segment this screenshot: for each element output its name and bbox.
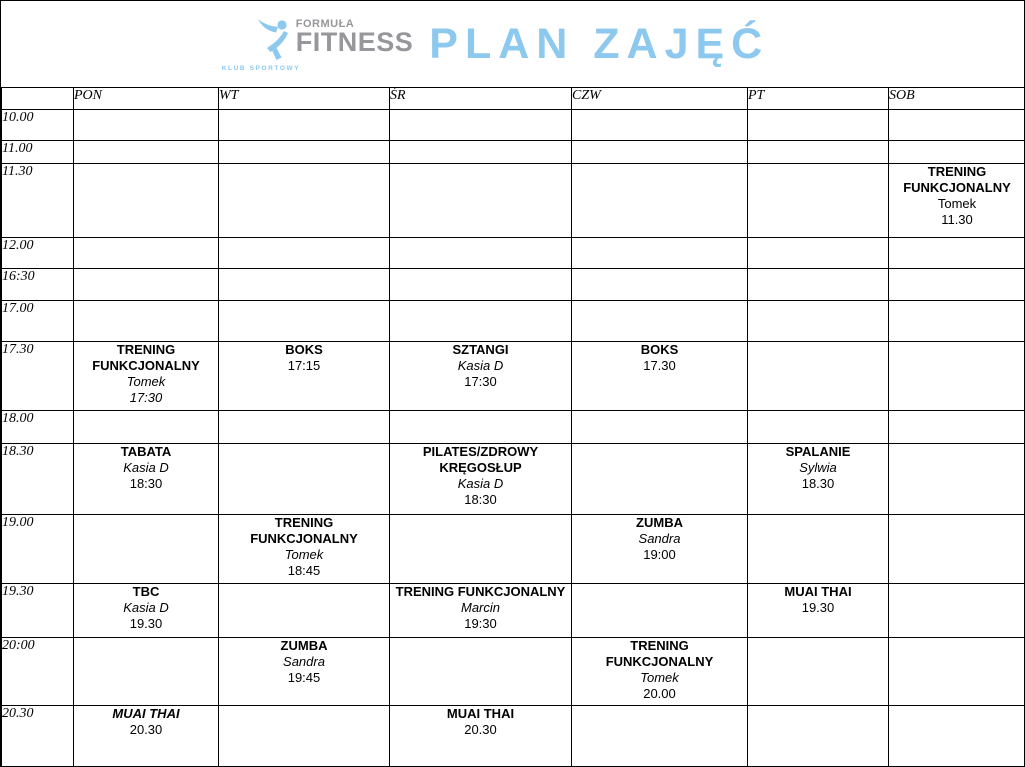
class-trainer: Kasia D	[457, 358, 504, 373]
schedule-row	[2, 164, 1025, 238]
empty-cell	[390, 411, 572, 444]
empty-cell	[748, 342, 889, 411]
class-trainer: Sandra	[638, 531, 681, 546]
corner-cell	[2, 88, 74, 110]
empty-cell	[889, 269, 1025, 301]
empty-cell	[748, 515, 889, 584]
time-label: 11.30	[2, 164, 74, 238]
empty-cell	[74, 238, 219, 269]
schedule-row	[2, 411, 1025, 444]
class-trainer: Tomek	[126, 374, 166, 389]
time-label: 20.30	[2, 706, 74, 767]
schedule-row	[2, 638, 1025, 706]
schedule-table	[1, 87, 1025, 767]
class-cell	[572, 342, 748, 411]
empty-cell	[390, 301, 572, 342]
empty-cell	[390, 141, 572, 164]
empty-cell	[572, 444, 748, 515]
empty-cell	[572, 164, 748, 238]
empty-cell	[390, 164, 572, 238]
empty-cell	[572, 706, 748, 767]
empty-cell	[889, 515, 1025, 584]
empty-cell	[390, 638, 572, 706]
class-time: 11.30	[941, 212, 973, 227]
class-title: TRENING FUNKCJONALNY	[250, 515, 358, 546]
class-title: ZUMBA	[636, 515, 683, 530]
class-cell	[74, 584, 219, 638]
class-trainer: Kasia D	[123, 600, 169, 615]
class-cell	[74, 706, 219, 767]
day-header-row	[2, 88, 1025, 110]
empty-cell	[748, 706, 889, 767]
class-cell	[390, 342, 572, 411]
class-cell	[748, 584, 889, 638]
class-time: 20.00	[643, 686, 676, 701]
empty-cell	[74, 269, 219, 301]
class-trainer: Tomek	[937, 196, 977, 211]
class-cell	[74, 444, 219, 515]
time-label: 18.00	[2, 411, 74, 444]
empty-cell	[889, 141, 1025, 164]
brand-name-main: FITNESS	[295, 26, 414, 57]
empty-cell	[889, 584, 1025, 638]
empty-cell	[572, 238, 748, 269]
class-cell	[748, 444, 889, 515]
day-header-czw: CZW	[572, 88, 748, 110]
schedule-row	[2, 238, 1025, 269]
time-label: 10.00	[2, 110, 74, 141]
empty-cell	[390, 269, 572, 301]
empty-cell	[74, 141, 219, 164]
class-title: BOKS	[285, 342, 323, 357]
page-title: PLAN ZAJĘĆ	[429, 19, 770, 68]
empty-cell	[572, 301, 748, 342]
day-header-wt: WT	[219, 88, 390, 110]
empty-cell	[889, 638, 1025, 706]
empty-cell	[390, 110, 572, 141]
class-time: 18:45	[287, 563, 321, 578]
empty-cell	[748, 301, 889, 342]
empty-cell	[889, 342, 1025, 411]
empty-cell	[219, 141, 390, 164]
time-label: 12.00	[2, 238, 74, 269]
empty-cell	[219, 269, 390, 301]
day-header-pon: PON	[74, 88, 219, 110]
class-time: 20.30	[464, 722, 497, 737]
empty-cell	[748, 411, 889, 444]
schedule-row	[2, 444, 1025, 515]
empty-cell	[219, 706, 390, 767]
class-time: 17.30	[643, 358, 676, 373]
time-label: 17.00	[2, 301, 74, 342]
time-label: 17.30	[2, 342, 74, 411]
time-label: 19.30	[2, 584, 74, 638]
class-title: SZTANGI	[452, 342, 509, 357]
time-label: 18.30	[2, 444, 74, 515]
empty-cell	[748, 110, 889, 141]
class-time: 19:00	[643, 547, 676, 562]
empty-cell	[74, 164, 219, 238]
schedule-row	[2, 110, 1025, 141]
schedule-row	[2, 269, 1025, 301]
time-label: 16:30	[2, 269, 74, 301]
class-time: 18.30	[801, 476, 835, 491]
empty-cell	[889, 110, 1025, 141]
schedule-row	[2, 706, 1025, 767]
class-trainer: Kasia D	[123, 460, 169, 475]
class-title: TRENING FUNKCJONALNY	[903, 164, 1011, 195]
empty-cell	[889, 238, 1025, 269]
empty-cell	[748, 238, 889, 269]
day-header-sob: SOB	[889, 88, 1025, 110]
day-header-pt: PT	[748, 88, 889, 110]
empty-cell	[74, 301, 219, 342]
empty-cell	[572, 141, 748, 164]
empty-cell	[889, 301, 1025, 342]
time-label: 20:00	[2, 638, 74, 706]
empty-cell	[74, 110, 219, 141]
empty-cell	[889, 706, 1025, 767]
class-cell	[390, 584, 572, 638]
class-title: MUAI THAI	[446, 706, 515, 721]
class-cell	[219, 638, 390, 706]
class-trainer: Tomek	[284, 547, 324, 562]
class-time: 19:30	[464, 616, 497, 631]
class-cell	[572, 515, 748, 584]
class-trainer: Kasia D	[457, 476, 504, 491]
class-trainer: Sylwia	[799, 460, 837, 475]
empty-cell	[572, 110, 748, 141]
class-cell	[219, 515, 390, 584]
class-title: TBC	[132, 584, 160, 599]
empty-cell	[572, 269, 748, 301]
class-title: PILATES/ZDROWY KRĘGOSŁUP	[422, 444, 539, 475]
class-cell	[572, 638, 748, 706]
empty-cell	[748, 638, 889, 706]
empty-cell	[748, 269, 889, 301]
class-trainer: Sandra	[283, 654, 325, 669]
empty-cell	[219, 444, 390, 515]
class-time: 18:30	[129, 476, 163, 491]
empty-cell	[219, 110, 390, 141]
brand-subtitle: KLUB SPORTOWY	[221, 64, 301, 72]
class-title: TRENING FUNKCJONALNY	[92, 342, 200, 373]
fitness-figure-icon	[256, 18, 294, 64]
class-time: 17:30	[464, 374, 497, 389]
time-label: 19.00	[2, 515, 74, 584]
empty-cell	[74, 411, 219, 444]
class-time: 17:30	[129, 390, 163, 405]
empty-cell	[219, 238, 390, 269]
class-time: 17:15	[287, 358, 321, 373]
class-time: 18:30	[464, 492, 497, 507]
class-cell	[390, 706, 572, 767]
time-label: 11.00	[2, 141, 74, 164]
schedule-row	[2, 515, 1025, 584]
empty-cell	[219, 301, 390, 342]
empty-cell	[889, 411, 1025, 444]
schedule-row	[2, 342, 1025, 411]
schedule-row	[2, 141, 1025, 164]
class-time: 20.30	[129, 722, 163, 737]
class-title: TRENING FUNKCJONALNY	[395, 584, 566, 599]
empty-cell	[572, 411, 748, 444]
class-title: TRENING FUNKCJONALNY	[605, 638, 714, 669]
empty-cell	[390, 515, 572, 584]
class-title: BOKS	[640, 342, 679, 357]
empty-cell	[219, 584, 390, 638]
class-trainer: Tomek	[640, 670, 679, 685]
day-header-sr: ŚR	[390, 88, 572, 110]
class-cell	[74, 342, 219, 411]
class-cell	[390, 444, 572, 515]
empty-cell	[748, 164, 889, 238]
class-title: ZUMBA	[280, 638, 328, 653]
formula-fitness-logo	[221, 16, 414, 73]
class-title: MUAI THAI	[784, 584, 852, 599]
brand-name-top: FORMUŁA	[295, 17, 355, 30]
empty-cell	[74, 515, 219, 584]
class-title: TABATA	[120, 444, 172, 459]
page-header	[1, 1, 1024, 87]
empty-cell	[219, 164, 390, 238]
class-trainer: Marcin	[460, 600, 500, 615]
empty-cell	[572, 584, 748, 638]
empty-cell	[74, 638, 219, 706]
schedule-row	[2, 584, 1025, 638]
class-time: 19.30	[801, 600, 835, 615]
class-cell	[889, 164, 1025, 238]
empty-cell	[748, 141, 889, 164]
schedule-body	[2, 110, 1025, 767]
class-cell	[219, 342, 390, 411]
class-title: SPALANIE	[785, 444, 851, 459]
class-title: MUAI THAI	[112, 706, 180, 721]
empty-cell	[889, 444, 1025, 515]
empty-cell	[219, 411, 390, 444]
empty-cell	[390, 238, 572, 269]
schedule-row	[2, 301, 1025, 342]
class-time: 19:45	[287, 670, 321, 685]
class-time: 19.30	[129, 616, 163, 631]
